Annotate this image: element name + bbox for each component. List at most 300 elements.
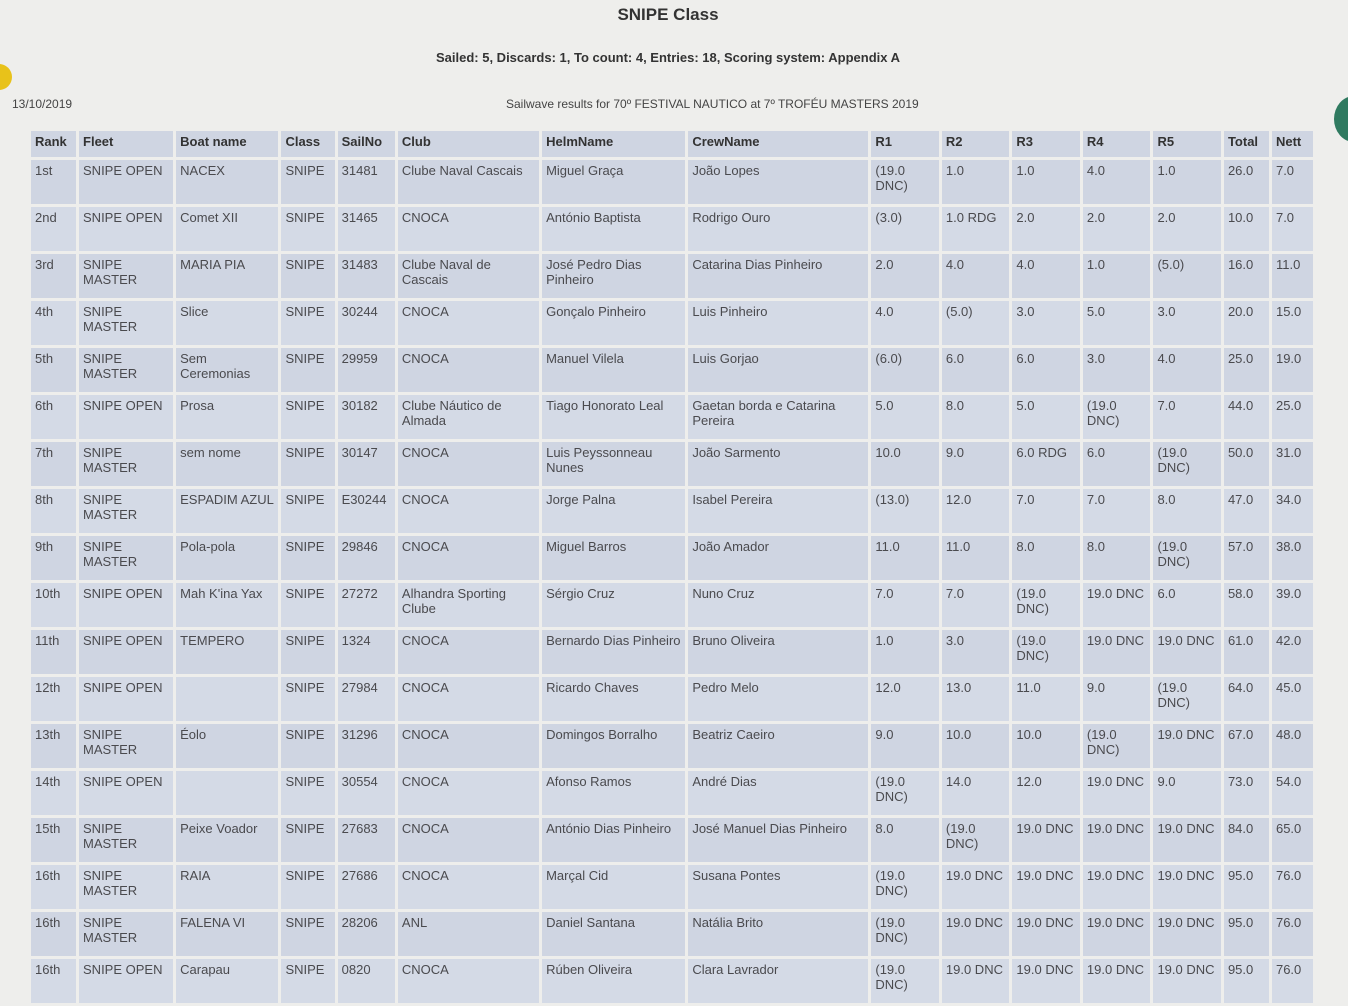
cell-club: Clube Naval Cascais: [398, 160, 539, 204]
cell-rank: 11th: [31, 630, 76, 674]
scoring-summary: Sailed: 5, Discards: 1, To count: 4, Entries: 18, Scoring system: Appendix A: [435, 50, 901, 65]
cell-r3: (19.0 DNC): [1012, 583, 1080, 627]
cell-crew-name: Gaetan borda e Catarina Pereira: [688, 395, 868, 439]
table-row: [31, 207, 1313, 251]
cell-total: 50.0: [1224, 442, 1269, 486]
cell-club: Clube Náutico de Almada: [398, 395, 539, 439]
table-row: [31, 348, 1313, 392]
cell-sail-no: 27272: [338, 583, 395, 627]
cell-r2: 14.0: [942, 771, 1010, 815]
column-header-r3: R3: [1012, 131, 1080, 157]
cell-class: SNIPE: [281, 254, 334, 298]
cell-rank: 3rd: [31, 254, 76, 298]
cell-r2: 7.0: [942, 583, 1010, 627]
results-date: 13/10/2019: [12, 97, 73, 111]
table-row: [31, 865, 1313, 909]
cell-rank: 8th: [31, 489, 76, 533]
cell-helm-name: Afonso Ramos: [542, 771, 685, 815]
cell-r2: 13.0: [942, 677, 1010, 721]
cell-helm-name: José Pedro Dias Pinheiro: [542, 254, 685, 298]
cell-fleet: SNIPE OPEN: [79, 959, 173, 1003]
cell-class: SNIPE: [281, 630, 334, 674]
green-pin-decoration: [1334, 96, 1348, 142]
results-table: [28, 128, 1316, 1006]
cell-sail-no: 29846: [338, 536, 395, 580]
cell-r1: 7.0: [871, 583, 939, 627]
cell-fleet: SNIPE OPEN: [79, 583, 173, 627]
cell-crew-name: Isabel Pereira: [688, 489, 868, 533]
cell-r4: 2.0: [1083, 207, 1151, 251]
cell-r1: (13.0): [871, 489, 939, 533]
column-header-r4: R4: [1083, 131, 1151, 157]
cell-nett: 42.0: [1272, 630, 1313, 674]
cell-nett: 65.0: [1272, 818, 1313, 862]
cell-r3: 3.0: [1012, 301, 1080, 345]
cell-class: SNIPE: [281, 536, 334, 580]
cell-nett: 19.0: [1272, 348, 1313, 392]
cell-sail-no: E30244: [338, 489, 395, 533]
cell-helm-name: Miguel Barros: [542, 536, 685, 580]
cell-club: CNOCA: [398, 630, 539, 674]
cell-crew-name: André Dias: [688, 771, 868, 815]
event-caption: Sailwave results for 70º FESTIVAL NAUTICO at 7º TROFÉU MASTERS 2019: [506, 97, 919, 111]
cell-r2: 12.0: [942, 489, 1010, 533]
cell-r3: 5.0: [1012, 395, 1080, 439]
cell-crew-name: Nuno Cruz: [688, 583, 868, 627]
cell-total: 57.0: [1224, 536, 1269, 580]
cell-helm-name: Tiago Honorato Leal: [542, 395, 685, 439]
cell-sail-no: 31465: [338, 207, 395, 251]
cell-boat-name: [176, 771, 278, 815]
cell-fleet: SNIPE OPEN: [79, 771, 173, 815]
cell-class: SNIPE: [281, 301, 334, 345]
cell-r2: 3.0: [942, 630, 1010, 674]
cell-sail-no: 27686: [338, 865, 395, 909]
cell-boat-name: Comet XII: [176, 207, 278, 251]
cell-class: SNIPE: [281, 912, 334, 956]
cell-boat-name: ESPADIM AZUL: [176, 489, 278, 533]
cell-r3: 19.0 DNC: [1012, 865, 1080, 909]
cell-r1: (19.0 DNC): [871, 959, 939, 1003]
cell-club: CNOCA: [398, 207, 539, 251]
cell-boat-name: [176, 677, 278, 721]
cell-r5: 2.0: [1153, 207, 1221, 251]
cell-club: CNOCA: [398, 865, 539, 909]
cell-crew-name: Catarina Dias Pinheiro: [688, 254, 868, 298]
cell-rank: 5th: [31, 348, 76, 392]
cell-nett: 48.0: [1272, 724, 1313, 768]
cell-crew-name: Rodrigo Ouro: [688, 207, 868, 251]
column-header-nett: Nett: [1272, 131, 1313, 157]
cell-nett: 7.0: [1272, 160, 1313, 204]
table-row: [31, 912, 1313, 956]
cell-r5: (19.0 DNC): [1153, 442, 1221, 486]
cell-rank: 16th: [31, 959, 76, 1003]
cell-class: SNIPE: [281, 724, 334, 768]
yellow-pin-decoration: [0, 64, 12, 90]
cell-class: SNIPE: [281, 865, 334, 909]
cell-rank: 16th: [31, 912, 76, 956]
table-row: [31, 254, 1313, 298]
cell-r1: 4.0: [871, 301, 939, 345]
cell-r5: 19.0 DNC: [1153, 630, 1221, 674]
cell-r5: 7.0: [1153, 395, 1221, 439]
cell-total: 20.0: [1224, 301, 1269, 345]
cell-r4: 19.0 DNC: [1083, 630, 1151, 674]
column-header-sail-no: SailNo: [338, 131, 395, 157]
table-row: [31, 301, 1313, 345]
cell-r4: 9.0: [1083, 677, 1151, 721]
cell-rank: 7th: [31, 442, 76, 486]
cell-r5: (19.0 DNC): [1153, 536, 1221, 580]
cell-r1: 10.0: [871, 442, 939, 486]
cell-rank: 15th: [31, 818, 76, 862]
cell-r1: 1.0: [871, 630, 939, 674]
cell-club: CNOCA: [398, 301, 539, 345]
cell-nett: 39.0: [1272, 583, 1313, 627]
cell-helm-name: Rúben Oliveira: [542, 959, 685, 1003]
table-header-row: [31, 131, 1313, 157]
cell-crew-name: Pedro Melo: [688, 677, 868, 721]
cell-r1: (19.0 DNC): [871, 771, 939, 815]
cell-nett: 45.0: [1272, 677, 1313, 721]
cell-r4: 5.0: [1083, 301, 1151, 345]
cell-boat-name: Slice: [176, 301, 278, 345]
cell-r1: (6.0): [871, 348, 939, 392]
column-header-crew-name: CrewName: [688, 131, 868, 157]
cell-helm-name: António Dias Pinheiro: [542, 818, 685, 862]
cell-r3: 19.0 DNC: [1012, 818, 1080, 862]
table-row: [31, 818, 1313, 862]
cell-class: SNIPE: [281, 959, 334, 1003]
cell-r1: (19.0 DNC): [871, 912, 939, 956]
cell-r3: 11.0: [1012, 677, 1080, 721]
column-header-r1: R1: [871, 131, 939, 157]
cell-r1: (3.0): [871, 207, 939, 251]
cell-r4: 1.0: [1083, 254, 1151, 298]
cell-r4: (19.0 DNC): [1083, 395, 1151, 439]
cell-club: CNOCA: [398, 536, 539, 580]
cell-r5: 19.0 DNC: [1153, 912, 1221, 956]
cell-r3: 6.0 RDG: [1012, 442, 1080, 486]
cell-rank: 2nd: [31, 207, 76, 251]
cell-sail-no: 27683: [338, 818, 395, 862]
cell-crew-name: Bruno Oliveira: [688, 630, 868, 674]
cell-class: SNIPE: [281, 771, 334, 815]
cell-class: SNIPE: [281, 442, 334, 486]
cell-r5: 19.0 DNC: [1153, 818, 1221, 862]
cell-club: CNOCA: [398, 489, 539, 533]
cell-r4: 19.0 DNC: [1083, 912, 1151, 956]
cell-fleet: SNIPE MASTER: [79, 912, 173, 956]
column-header-class: Class: [281, 131, 334, 157]
cell-r1: (19.0 DNC): [871, 160, 939, 204]
cell-crew-name: Susana Pontes: [688, 865, 868, 909]
cell-r2: 1.0 RDG: [942, 207, 1010, 251]
cell-crew-name: Beatriz Caeiro: [688, 724, 868, 768]
cell-r2: 9.0: [942, 442, 1010, 486]
table-row: [31, 489, 1313, 533]
cell-nett: 15.0: [1272, 301, 1313, 345]
cell-fleet: SNIPE MASTER: [79, 865, 173, 909]
cell-r2: (19.0 DNC): [942, 818, 1010, 862]
cell-r5: (5.0): [1153, 254, 1221, 298]
cell-r3: 12.0: [1012, 771, 1080, 815]
table-row: [31, 160, 1313, 204]
cell-fleet: SNIPE OPEN: [79, 160, 173, 204]
cell-helm-name: António Baptista: [542, 207, 685, 251]
cell-class: SNIPE: [281, 489, 334, 533]
cell-fleet: SNIPE MASTER: [79, 489, 173, 533]
table-row: [31, 630, 1313, 674]
cell-r3: 19.0 DNC: [1012, 912, 1080, 956]
cell-nett: 25.0: [1272, 395, 1313, 439]
cell-nett: 11.0: [1272, 254, 1313, 298]
cell-fleet: SNIPE MASTER: [79, 536, 173, 580]
cell-r1: 9.0: [871, 724, 939, 768]
cell-helm-name: Luis Peyssonneau Nunes: [542, 442, 685, 486]
cell-total: 95.0: [1224, 865, 1269, 909]
cell-r1: 11.0: [871, 536, 939, 580]
cell-helm-name: Ricardo Chaves: [542, 677, 685, 721]
cell-boat-name: Sem Ceremonias: [176, 348, 278, 392]
cell-nett: 38.0: [1272, 536, 1313, 580]
cell-r1: 5.0: [871, 395, 939, 439]
cell-rank: 6th: [31, 395, 76, 439]
cell-total: 25.0: [1224, 348, 1269, 392]
cell-class: SNIPE: [281, 818, 334, 862]
cell-r5: 8.0: [1153, 489, 1221, 533]
cell-crew-name: Luis Pinheiro: [688, 301, 868, 345]
cell-helm-name: Jorge Palna: [542, 489, 685, 533]
cell-r2: 6.0: [942, 348, 1010, 392]
cell-boat-name: TEMPERO: [176, 630, 278, 674]
cell-r2: 19.0 DNC: [942, 865, 1010, 909]
cell-nett: 34.0: [1272, 489, 1313, 533]
cell-r2: 19.0 DNC: [942, 912, 1010, 956]
cell-crew-name: Luis Gorjao: [688, 348, 868, 392]
cell-nett: 31.0: [1272, 442, 1313, 486]
cell-r3: 2.0: [1012, 207, 1080, 251]
cell-r3: (19.0 DNC): [1012, 630, 1080, 674]
cell-sail-no: 30182: [338, 395, 395, 439]
cell-r4: 19.0 DNC: [1083, 771, 1151, 815]
cell-rank: 13th: [31, 724, 76, 768]
cell-helm-name: Miguel Graça: [542, 160, 685, 204]
table-row: [31, 536, 1313, 580]
cell-r3: 19.0 DNC: [1012, 959, 1080, 1003]
cell-boat-name: FALENA VI: [176, 912, 278, 956]
cell-sail-no: 27984: [338, 677, 395, 721]
column-header-rank: Rank: [31, 131, 76, 157]
cell-fleet: SNIPE MASTER: [79, 348, 173, 392]
cell-fleet: SNIPE OPEN: [79, 630, 173, 674]
cell-sail-no: 31481: [338, 160, 395, 204]
cell-sail-no: 31483: [338, 254, 395, 298]
cell-boat-name: NACEX: [176, 160, 278, 204]
cell-boat-name: sem nome: [176, 442, 278, 486]
cell-r3: 10.0: [1012, 724, 1080, 768]
cell-helm-name: Marçal Cid: [542, 865, 685, 909]
cell-boat-name: Pola-pola: [176, 536, 278, 580]
column-header-club: Club: [398, 131, 539, 157]
cell-sail-no: 1324: [338, 630, 395, 674]
cell-total: 73.0: [1224, 771, 1269, 815]
cell-r4: 19.0 DNC: [1083, 818, 1151, 862]
cell-r5: 9.0: [1153, 771, 1221, 815]
cell-crew-name: José Manuel Dias Pinheiro: [688, 818, 868, 862]
cell-r4: 19.0 DNC: [1083, 959, 1151, 1003]
cell-sail-no: 30554: [338, 771, 395, 815]
cell-fleet: SNIPE MASTER: [79, 254, 173, 298]
cell-rank: 16th: [31, 865, 76, 909]
cell-class: SNIPE: [281, 348, 334, 392]
cell-r2: 19.0 DNC: [942, 959, 1010, 1003]
cell-boat-name: MARIA PIA: [176, 254, 278, 298]
cell-club: CNOCA: [398, 818, 539, 862]
cell-crew-name: João Amador: [688, 536, 868, 580]
cell-club: CNOCA: [398, 442, 539, 486]
cell-rank: 12th: [31, 677, 76, 721]
cell-total: 16.0: [1224, 254, 1269, 298]
table-row: [31, 442, 1313, 486]
cell-total: 10.0: [1224, 207, 1269, 251]
cell-crew-name: Clara Lavrador: [688, 959, 868, 1003]
cell-club: Clube Naval de Cascais: [398, 254, 539, 298]
cell-sail-no: 28206: [338, 912, 395, 956]
cell-r4: 3.0: [1083, 348, 1151, 392]
cell-nett: 76.0: [1272, 865, 1313, 909]
cell-r2: 4.0: [942, 254, 1010, 298]
cell-total: 67.0: [1224, 724, 1269, 768]
table-row: [31, 959, 1313, 1003]
cell-sail-no: 29959: [338, 348, 395, 392]
cell-crew-name: Natália Brito: [688, 912, 868, 956]
cell-fleet: SNIPE OPEN: [79, 677, 173, 721]
table-row: [31, 677, 1313, 721]
cell-class: SNIPE: [281, 160, 334, 204]
cell-helm-name: Domingos Borralho: [542, 724, 685, 768]
cell-boat-name: Carapau: [176, 959, 278, 1003]
page-title: SNIPE Class: [617, 5, 719, 24]
cell-r1: 2.0: [871, 254, 939, 298]
table-row: [31, 771, 1313, 815]
column-header-fleet: Fleet: [79, 131, 173, 157]
cell-r4: 4.0: [1083, 160, 1151, 204]
cell-club: ANL: [398, 912, 539, 956]
cell-r3: 6.0: [1012, 348, 1080, 392]
column-header-total: Total: [1224, 131, 1269, 157]
cell-total: 95.0: [1224, 912, 1269, 956]
column-header-helm-name: HelmName: [542, 131, 685, 157]
cell-r4: 7.0: [1083, 489, 1151, 533]
cell-class: SNIPE: [281, 207, 334, 251]
cell-fleet: SNIPE OPEN: [79, 207, 173, 251]
cell-boat-name: RAIA: [176, 865, 278, 909]
cell-rank: 1st: [31, 160, 76, 204]
cell-total: 84.0: [1224, 818, 1269, 862]
cell-club: Alhandra Sporting Clube: [398, 583, 539, 627]
table-row: [31, 583, 1313, 627]
table-row: [31, 724, 1313, 768]
cell-club: CNOCA: [398, 771, 539, 815]
cell-r5: 19.0 DNC: [1153, 959, 1221, 1003]
cell-sail-no: 31296: [338, 724, 395, 768]
cell-rank: 4th: [31, 301, 76, 345]
cell-fleet: SNIPE MASTER: [79, 818, 173, 862]
column-header-r5: R5: [1153, 131, 1221, 157]
cell-boat-name: Éolo: [176, 724, 278, 768]
cell-helm-name: Daniel Santana: [542, 912, 685, 956]
cell-r4: 6.0: [1083, 442, 1151, 486]
column-header-boat-name: Boat name: [176, 131, 278, 157]
cell-total: 26.0: [1224, 160, 1269, 204]
cell-r5: 6.0: [1153, 583, 1221, 627]
cell-rank: 9th: [31, 536, 76, 580]
cell-r2: (5.0): [942, 301, 1010, 345]
cell-r1: (19.0 DNC): [871, 865, 939, 909]
cell-nett: 54.0: [1272, 771, 1313, 815]
cell-rank: 10th: [31, 583, 76, 627]
cell-r3: 8.0: [1012, 536, 1080, 580]
cell-r1: 12.0: [871, 677, 939, 721]
cell-total: 47.0: [1224, 489, 1269, 533]
cell-r3: 7.0: [1012, 489, 1080, 533]
cell-total: 44.0: [1224, 395, 1269, 439]
cell-helm-name: Gonçalo Pinheiro: [542, 301, 685, 345]
cell-nett: 7.0: [1272, 207, 1313, 251]
cell-r5: (19.0 DNC): [1153, 677, 1221, 721]
cell-nett: 76.0: [1272, 912, 1313, 956]
cell-sail-no: 30147: [338, 442, 395, 486]
cell-fleet: SNIPE OPEN: [79, 395, 173, 439]
cell-total: 95.0: [1224, 959, 1269, 1003]
cell-class: SNIPE: [281, 583, 334, 627]
column-header-r2: R2: [942, 131, 1010, 157]
cell-boat-name: Peixe Voador: [176, 818, 278, 862]
cell-r5: 1.0: [1153, 160, 1221, 204]
cell-club: CNOCA: [398, 677, 539, 721]
cell-class: SNIPE: [281, 677, 334, 721]
cell-total: 61.0: [1224, 630, 1269, 674]
cell-r2: 1.0: [942, 160, 1010, 204]
cell-r4: 19.0 DNC: [1083, 865, 1151, 909]
cell-rank: 14th: [31, 771, 76, 815]
cell-r4: (19.0 DNC): [1083, 724, 1151, 768]
cell-class: SNIPE: [281, 395, 334, 439]
cell-crew-name: João Lopes: [688, 160, 868, 204]
cell-r4: 8.0: [1083, 536, 1151, 580]
cell-sail-no: 0820: [338, 959, 395, 1003]
cell-r4: 19.0 DNC: [1083, 583, 1151, 627]
cell-r5: 19.0 DNC: [1153, 724, 1221, 768]
cell-helm-name: Sérgio Cruz: [542, 583, 685, 627]
cell-sail-no: 30244: [338, 301, 395, 345]
cell-r1: 8.0: [871, 818, 939, 862]
cell-crew-name: João Sarmento: [688, 442, 868, 486]
cell-boat-name: Mah K'ina Yax: [176, 583, 278, 627]
cell-total: 64.0: [1224, 677, 1269, 721]
cell-r5: 3.0: [1153, 301, 1221, 345]
cell-fleet: SNIPE MASTER: [79, 724, 173, 768]
cell-r2: 11.0: [942, 536, 1010, 580]
cell-r3: 1.0: [1012, 160, 1080, 204]
cell-total: 58.0: [1224, 583, 1269, 627]
cell-fleet: SNIPE MASTER: [79, 301, 173, 345]
cell-r2: 8.0: [942, 395, 1010, 439]
cell-helm-name: Bernardo Dias Pinheiro: [542, 630, 685, 674]
cell-club: CNOCA: [398, 348, 539, 392]
